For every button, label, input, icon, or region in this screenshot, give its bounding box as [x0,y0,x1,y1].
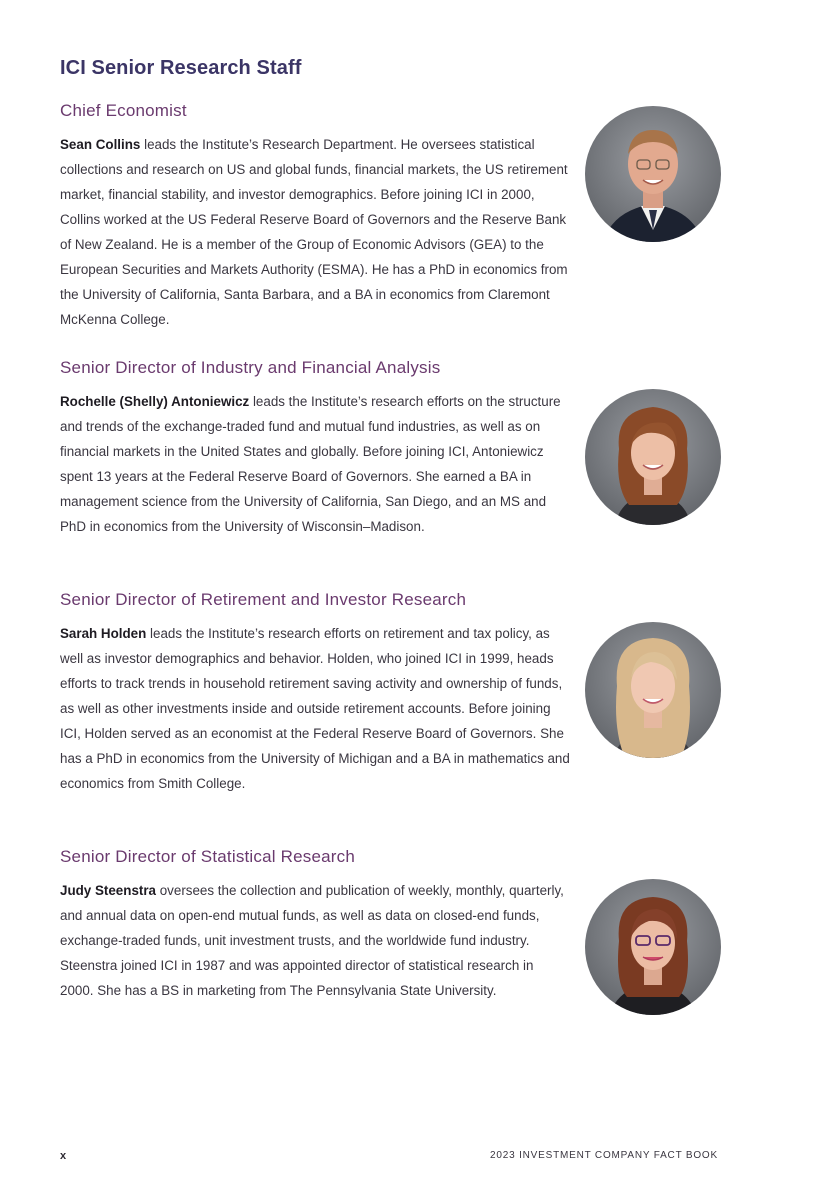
staff-bio [60,132,570,332]
staff-name: Sean Collins [60,137,141,152]
staff-bio [60,389,570,539]
staff-bio [60,878,570,1003]
staff-bio [60,621,570,796]
section-heading: Senior Director of Retirement and Investor Research [60,590,467,609]
staff-bio-text: leads the Institute’s research efforts on retirement and tax policy, as well as investor demographics and behavior. Holden, who joined ICI in 1999, heads efforts to track trends in household retirement saving activity and ownership of funds, as well as other investments inside and outside retirement accounts. Before joining ICI, Holden served as an economist at the Federal Reserve Board of Governors. She has a PhD in economics from the University of Michigan and a BA in mathematics and economics from Smith College. [60,626,570,791]
portrait-photo-antoniewicz [585,389,721,525]
portrait-photo-steenstra [585,879,721,1015]
page-number: x [60,1150,67,1162]
portrait-photo-collins [585,106,721,242]
staff-name: Sarah Holden [60,626,147,641]
page-title: ICI Senior Research Staff [60,57,302,79]
staff-bio-text: leads the Institute’s Research Department. He oversees statistical collections and research on US and global funds, financial markets, the US retirement market, financial stability, and investor demographics. Before joining ICI in 2000, Collins worked at the US Federal Reserve Board of Governors and the Reserve Bank of New Zealand. He is a member of the Group of Economic Advisors (GEA) to the European Securities and Markets Authority (ESMA). He has a PhD in economics from the University of California, Santa Barbara, and a BA in economics from Claremont McKenna College. [60,137,568,327]
portrait-photo-holden [585,622,721,758]
section-heading: Senior Director of Industry and Financial Analysis [60,358,441,377]
publication-title: 2023 INVESTMENT COMPANY FACT BOOK [490,1150,718,1161]
staff-bio-text: oversees the collection and publication of weekly, monthly, quarterly, and annual data on open-end mutual funds, as well as data on closed-end funds, exchange-traded funds, unit investment trusts, and the worldwide fund industry. Steenstra joined ICI in 1987 and was appointed director of statistical research in 2000. She has a BS in marketing from The Pennsylvania State University. [60,883,564,998]
staff-name: Judy Steenstra [60,883,157,898]
staff-bio-text: leads the Institute’s research efforts on the structure and trends of the exchange-traded fund and mutual fund industries, as well as on financial markets in the United States and globally. Before joining ICI, Antoniewicz spent 13 years at the Federal Reserve Board of Governors. She earned a BA in management science from the University of California, San Diego, and an MS and PhD in economics from the University of Wisconsin–Madison. [60,394,561,534]
section-heading: Senior Director of Statistical Research [60,847,356,866]
staff-name: Rochelle (Shelly) Antoniewicz [60,394,250,409]
section-heading: Chief Economist [60,101,187,120]
